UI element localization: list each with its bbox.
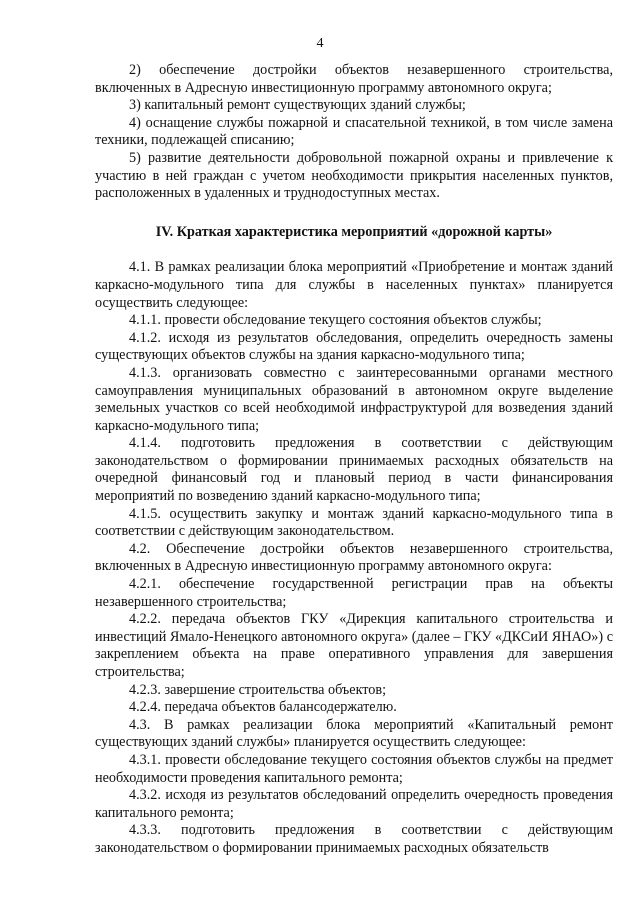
paragraph-4-1-1: 4.1.1. провести обследование текущего состояния объектов службы;: [129, 312, 542, 329]
paragraph-4-1-5: 4.1.5. осуществить закупку и монтаж зданий каркасно-модульного типа в соответствии с действующим законодательством.: [95, 505, 613, 540]
paragraph-4-1: 4.1. В рамках реализации блока мероприятий «Приобретение и монтаж зданий каркасно-модульного типа для службы в населенных пунктах» планируется осуществить следующее:: [95, 259, 613, 311]
paragraph-4-2-1: 4.2.1. обеспечение государственной регистрации прав на объекты незавершенного строительства;: [95, 576, 613, 610]
paragraph-4-3-3: 4.3.3. подготовить предложения в соответствии с действующим законодательством о формировании принимаемых расходных обязательств: [95, 822, 613, 856]
document-body: [95, 62, 613, 858]
paragraph-4-2-2: 4.2.2. передача объектов ГКУ «Дирекция капитального строительства и инвестиций Ямало-Ненецкого автономного округа» (далее – ГКУ «ДКСиИ ЯНАО») с закреплением объекта на праве оперативного управления для завершения строительства;: [95, 611, 613, 680]
paragraph-4-1-3: 4.1.3. организовать совместно с заинтересованными органами местного самоуправления муниципальных образований в автономном округе выделение земельных участков со всей необходимой инфраструктурой для возведения зданий каркасно-модульного типа;: [95, 364, 613, 434]
paragraph-4-2: 4.2. Обеспечение достройки объектов незавершенного строительства, включенных в Адресную инвестиционную программу автономного округа:: [95, 540, 613, 575]
paragraph-4-3-2: 4.3.2. исходя из результатов обследований определить очередность проведения капитального ремонта;: [95, 787, 613, 821]
paragraph-item-3: 3) капитальный ремонт существующих зданий службы;: [129, 97, 466, 114]
paragraph-item-5: 5) развитие деятельности добровольной пожарной охраны и привлечение к участию в ней граждан с учетом необходимости прикрытия населенных пунктов, расположенных в удаленных и труднодоступных местах.: [95, 149, 613, 202]
paragraph-4-2-3: 4.2.3. завершение строительства объектов;: [129, 681, 387, 698]
paragraph-4-1-2: 4.1.2. исходя из результатов обследования, определить очередность замены существующих объектов службы на здания каркасно-модульного типа;: [95, 329, 613, 364]
paragraph-4-1-4: 4.1.4. подготовить предложения в соответствии с действующим законодательством о формировании принимаемых расходных обязательств на очередной финансовый год и плановый период в части финансирования мероприятий по возведению зданий каркасно-модульного типа;: [95, 435, 613, 505]
section-heading: IV. Краткая характеристика мероприятий «дорожной карты»: [155, 223, 553, 240]
paragraph-item-2: 2) обеспечение достройки объектов незавершенного строительства, включенных в Адресную инвестиционную программу автономного округа;: [95, 62, 613, 96]
paragraph-4-2-4: 4.2.4. передача объектов балансодержателю.: [129, 699, 397, 716]
paragraph-item-4: 4) оснащение службы пожарной и спасательной техникой, в том числе замена техники, подлежащей списанию;: [95, 114, 613, 149]
page-number: 4: [316, 36, 324, 51]
paragraph-4-3-1: 4.3.1. провести обследование текущего состояния объектов службы на предмет необходимости проведения капитального ремонта;: [95, 751, 613, 786]
paragraph-4-3: 4.3. В рамках реализации блока мероприятий «Капитальный ремонт существующих зданий службы» планируется осуществить следующее:: [95, 716, 613, 751]
